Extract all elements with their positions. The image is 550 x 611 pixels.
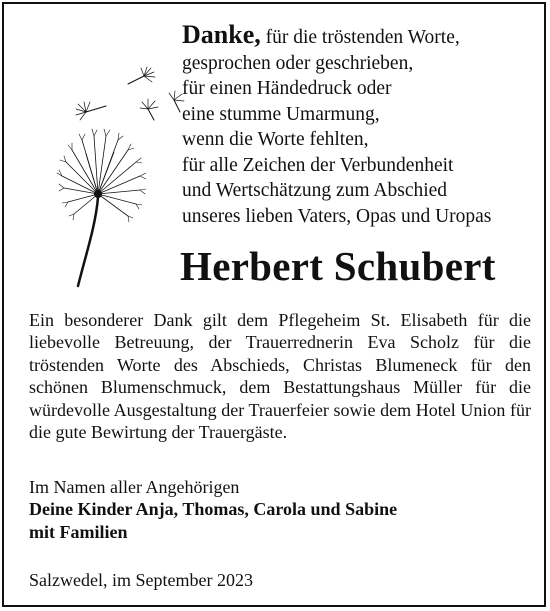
signature-families: mit Familien [29,521,128,542]
seed-head-icon [62,136,140,216]
place-date: Salzwedel, im September 2023 [29,570,253,590]
poem-line: unseres lieben Vaters, Opas und Uropas [182,205,492,227]
poem-line: für alle Zeichen der Verbundenheit [182,154,454,176]
poem [182,22,542,229]
signature-intro: Im Namen aller Angehörigen [29,477,240,497]
poem-line: für einen Händedruck oder [182,78,392,99]
flying-seed-icon [76,102,106,120]
poem-first-line [182,22,542,51]
thanks-paragraph: Ein besonderer Dank gilt dem Pflegeheim St. Elisabeth für die liebevolle Betreuung, der Trauerrednerin Eva Scholz für die tröstenden Worte des Abschieds, Christas Blumeneck für den schönen Blumenschmuck, dem Bestattungshaus Müller für die würdevolle Ausgestaltung der Trauerfeier sowie dem Hotel Union für die gute Bewirtung der Trauergäste. [29,310,531,443]
poem-line: wenn die Worte fehlten, [182,129,369,150]
flying-seed-icon [140,99,158,120]
dandelion-icon [56,64,196,289]
poem-line: für die tröstenden Worte, [260,27,460,48]
deceased-name: Herbert Schubert [180,243,496,289]
poem-line: eine stumme Umarmung, [182,103,380,125]
obituary-card [2,2,546,607]
stem-icon [78,197,98,286]
signature-family: Deine Kinder Anja, Thomas, Carola und Sabine [29,499,398,520]
poem-line: gesprochen oder geschrieben, [182,52,414,74]
signature-block [29,476,529,543]
poem-line: und Wertschätzung zum Abschied [182,180,448,201]
lead-word: Danke, [182,20,261,49]
flying-seed-icon [128,67,155,84]
